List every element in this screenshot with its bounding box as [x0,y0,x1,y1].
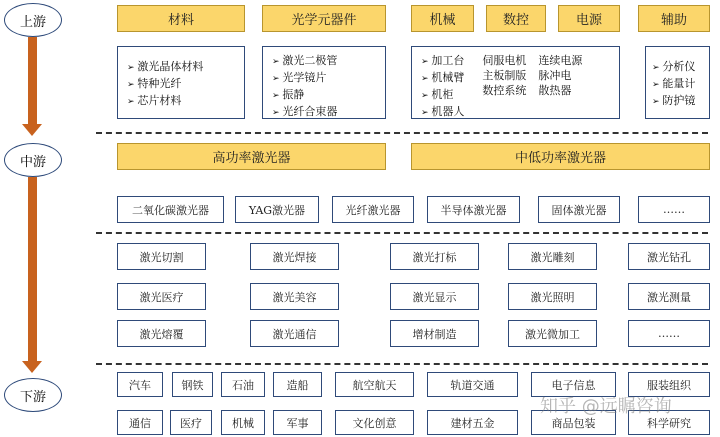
laser-type-co2: 二氧化碳激光器 [117,196,224,223]
stage-downstream: 下游 [4,378,62,412]
divider-midstream-applications [96,232,708,234]
list-item: ➢ 激光二极管 [272,53,381,70]
application-laser-lighting: 激光照明 [508,283,597,310]
category-optics: 光学元器件 [262,5,386,32]
industry-communication: 通信 [117,410,163,435]
watermark: 知乎 @远瞩咨询 [540,396,672,417]
list-item: ➢ 芯片材料 [127,93,240,110]
list-item: 散热器 [538,84,572,97]
application-laser-cosmetic: 激光美容 [250,283,339,310]
list-item: 数控系统 [482,84,527,97]
list-item: ➢ 光学镜片 [272,70,381,87]
laser-type-fiber: 光纤激光器 [332,196,414,223]
category-mechanical: 机械 [411,5,474,32]
high-power-lasers: 高功率激光器 [117,143,386,170]
category-power: 电源 [558,5,620,32]
arrow-midstream-to-downstream [28,177,37,363]
application-laser-medical: 激光医疗 [117,283,206,310]
application-laser-display: 激光显示 [390,283,479,310]
industry-rail-transit: 轨道交通 [427,372,518,397]
category-materials: 材料 [117,5,245,32]
cnc-column [478,53,526,114]
application-laser-measurement: 激光测量 [628,283,710,310]
list-item: ➢ 机器人 [421,104,464,121]
power-column [538,53,582,114]
industry-scientific-research: 科学研究 [628,410,710,435]
application-laser-marking: 激光打标 [390,243,479,270]
category-cnc: 数控 [486,5,546,32]
stage-midstream: 中游 [4,143,62,177]
application-laser-cladding: 激光熔覆 [117,320,206,347]
industry-military: 军事 [273,410,322,435]
industry-steel: 钢铁 [172,372,213,397]
laser-type-yag: YAG激光器 [235,196,319,223]
application-additive-manufacturing: 增材制造 [390,320,479,347]
industry-cultural-creative: 文化创意 [335,410,414,435]
application-more: …… [628,320,710,347]
list-item: ➢ 分析仪 [652,59,705,76]
industry-packaging: 商品包装 [531,410,616,435]
laser-type-semiconductor: 半导体激光器 [427,196,520,223]
industry-apparel: 服装组织 [628,372,710,397]
industry-automotive: 汽车 [117,372,163,397]
stage-upstream: 上游 [4,3,62,37]
auxiliary-item-list [645,46,710,119]
industry-aerospace: 航空航天 [335,372,414,397]
industry-building-hardware: 建材五金 [427,410,518,435]
arrow-head-to-downstream [22,361,42,373]
laser-type-more: …… [638,196,710,223]
mid-low-power-lasers: 中低功率激光器 [411,143,710,170]
laser-type-solid-state: 固体激光器 [538,196,620,223]
application-laser-cutting: 激光切割 [117,243,206,270]
list-item: ➢ 能量计 [652,76,705,93]
list-item: 伺服电机 [482,54,527,67]
list-item: 脉冲电 [538,69,572,82]
application-laser-micromachining: 激光微加工 [508,320,597,347]
materials-item-list [117,46,245,119]
application-laser-communication: 激光通信 [250,320,339,347]
list-item: ➢ 光纤合束器 [272,104,381,121]
industry-petroleum: 石油 [221,372,265,397]
industry-shipbuilding: 造船 [273,372,322,397]
application-laser-welding: 激光焊接 [250,243,339,270]
industry-medical: 医疗 [170,410,212,435]
arrow-head-to-midstream [22,124,42,136]
application-laser-drilling: 激光钻孔 [628,243,710,270]
list-item: 连续电源 [538,54,583,67]
list-item: ➢ 机柜 [421,87,464,104]
list-item: ➢ 防护镜 [652,93,705,110]
mechanical-cnc-power-item-list [411,46,620,119]
industry-machinery: 机械 [221,410,265,435]
list-item: ➢ 特种光纤 [127,76,240,93]
divider-applications-downstream [96,363,708,365]
application-laser-engraving: 激光雕刻 [508,243,597,270]
list-item: ➢ 加工台 [421,53,464,70]
industry-electronic-information: 电子信息 [531,372,616,397]
list-item: ➢ 振静 [272,87,381,104]
optics-item-list [262,46,386,119]
category-auxiliary: 辅助 [638,5,710,32]
divider-upstream-midstream [96,132,708,134]
list-item: ➢ 激光晶体材料 [127,59,240,76]
mechanical-column [421,53,465,118]
list-item: ➢ 机械臂 [421,70,464,87]
arrow-upstream-to-midstream [28,37,37,126]
list-item: 主板制版 [482,69,527,82]
